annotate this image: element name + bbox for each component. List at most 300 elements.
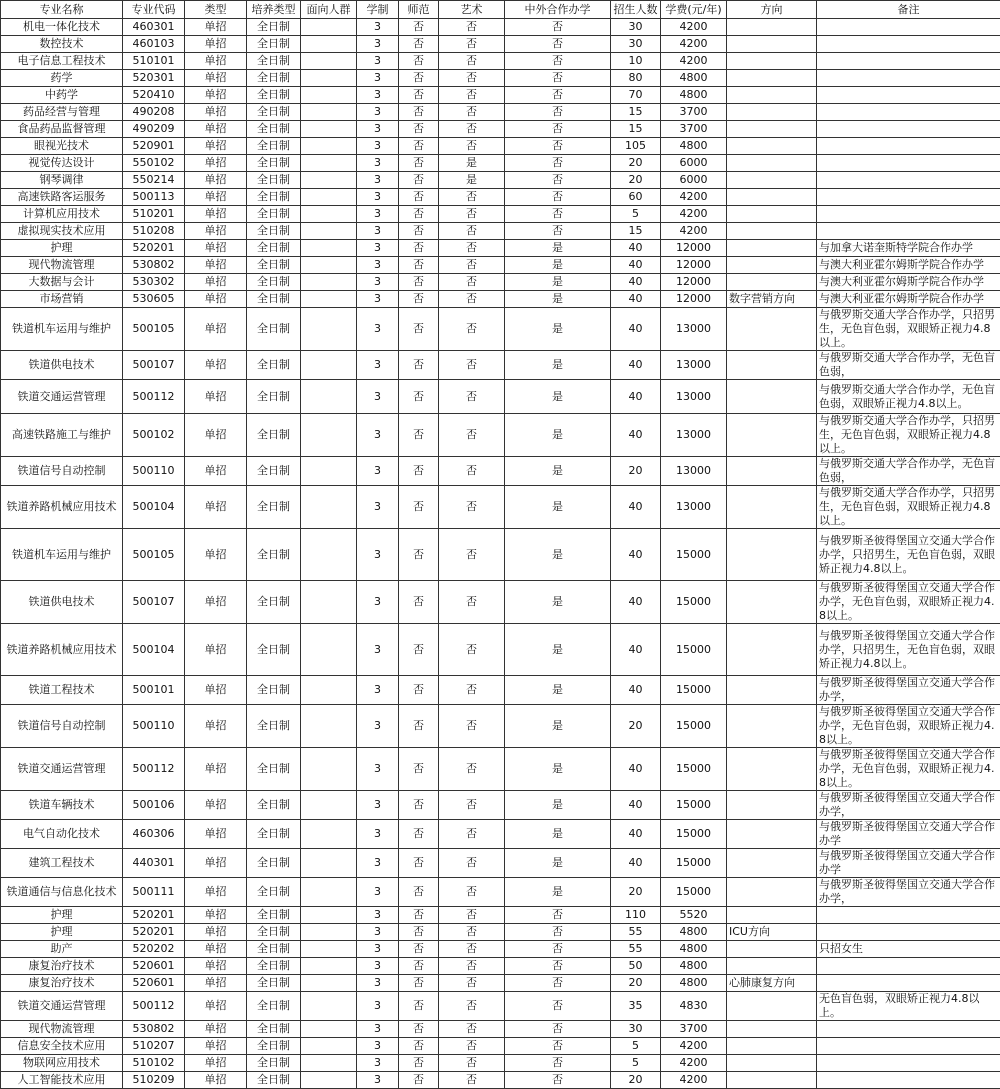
cell-group bbox=[301, 958, 357, 975]
cell-code: 520201 bbox=[123, 924, 185, 941]
cell-art: 否 bbox=[439, 705, 505, 748]
cell-train: 全日制 bbox=[247, 291, 301, 308]
cell-normal: 否 bbox=[399, 958, 439, 975]
cell-group bbox=[301, 19, 357, 36]
cell-remark bbox=[817, 958, 1000, 975]
cell-years: 3 bbox=[357, 676, 399, 705]
cell-type: 单招 bbox=[185, 1055, 247, 1072]
cell-count: 40 bbox=[611, 486, 661, 529]
table-row bbox=[1, 380, 1000, 414]
cell-remark: 与澳大利亚霍尔姆斯学院合作办学 bbox=[817, 274, 1000, 291]
cell-art: 否 bbox=[439, 820, 505, 849]
cell-art: 否 bbox=[439, 36, 505, 53]
cell-years: 3 bbox=[357, 941, 399, 958]
cell-code: 500105 bbox=[123, 308, 185, 351]
cell-type: 单招 bbox=[185, 138, 247, 155]
table-row bbox=[1, 414, 1000, 457]
cell-type: 单招 bbox=[185, 907, 247, 924]
cell-name: 铁道通信与信息化技术 bbox=[1, 878, 123, 907]
cell-train: 全日制 bbox=[247, 308, 301, 351]
cell-group bbox=[301, 457, 357, 486]
cell-normal: 否 bbox=[399, 791, 439, 820]
cell-train: 全日制 bbox=[247, 223, 301, 240]
cell-years: 3 bbox=[357, 274, 399, 291]
cell-coop: 是 bbox=[505, 240, 611, 257]
cell-name: 铁道养路机械应用技术 bbox=[1, 624, 123, 676]
cell-train: 全日制 bbox=[247, 676, 301, 705]
cell-type: 单招 bbox=[185, 19, 247, 36]
cell-years: 3 bbox=[357, 206, 399, 223]
cell-count: 20 bbox=[611, 878, 661, 907]
cell-fee: 4200 bbox=[661, 53, 727, 70]
header-art: 艺术 bbox=[439, 1, 505, 19]
cell-name: 铁道信号自动控制 bbox=[1, 457, 123, 486]
cell-type: 单招 bbox=[185, 941, 247, 958]
cell-years: 3 bbox=[357, 351, 399, 380]
cell-art: 否 bbox=[439, 240, 505, 257]
cell-normal: 否 bbox=[399, 849, 439, 878]
cell-train: 全日制 bbox=[247, 1021, 301, 1038]
cell-normal: 否 bbox=[399, 380, 439, 414]
cell-name: 视觉传达设计 bbox=[1, 155, 123, 172]
cell-normal: 否 bbox=[399, 457, 439, 486]
cell-fee: 4800 bbox=[661, 958, 727, 975]
cell-code: 500105 bbox=[123, 529, 185, 581]
cell-code: 520601 bbox=[123, 958, 185, 975]
cell-coop: 是 bbox=[505, 291, 611, 308]
cell-code: 500104 bbox=[123, 624, 185, 676]
cell-code: 460306 bbox=[123, 820, 185, 849]
cell-count: 20 bbox=[611, 155, 661, 172]
cell-group bbox=[301, 705, 357, 748]
cell-coop: 否 bbox=[505, 975, 611, 992]
cell-train: 全日制 bbox=[247, 958, 301, 975]
cell-coop: 否 bbox=[505, 206, 611, 223]
cell-art: 否 bbox=[439, 308, 505, 351]
cell-years: 3 bbox=[357, 457, 399, 486]
cell-fee: 15000 bbox=[661, 624, 727, 676]
cell-direction bbox=[727, 676, 817, 705]
cell-fee: 4800 bbox=[661, 941, 727, 958]
cell-name: 护理 bbox=[1, 907, 123, 924]
cell-art: 否 bbox=[439, 1055, 505, 1072]
cell-code: 520901 bbox=[123, 138, 185, 155]
cell-art: 否 bbox=[439, 529, 505, 581]
cell-years: 3 bbox=[357, 380, 399, 414]
cell-coop: 否 bbox=[505, 941, 611, 958]
cell-art: 否 bbox=[439, 291, 505, 308]
header-count: 招生人数 bbox=[611, 1, 661, 19]
cell-count: 5 bbox=[611, 206, 661, 223]
table-row bbox=[1, 155, 1000, 172]
cell-normal: 否 bbox=[399, 274, 439, 291]
table-row bbox=[1, 70, 1000, 87]
cell-years: 3 bbox=[357, 907, 399, 924]
cell-fee: 4200 bbox=[661, 1038, 727, 1055]
cell-direction bbox=[727, 878, 817, 907]
cell-group bbox=[301, 104, 357, 121]
cell-code: 530302 bbox=[123, 274, 185, 291]
cell-art: 否 bbox=[439, 104, 505, 121]
cell-name: 铁道交通运营管理 bbox=[1, 748, 123, 791]
cell-group bbox=[301, 975, 357, 992]
cell-years: 3 bbox=[357, 486, 399, 529]
cell-group bbox=[301, 907, 357, 924]
cell-group bbox=[301, 1021, 357, 1038]
cell-years: 3 bbox=[357, 155, 399, 172]
cell-name: 电气自动化技术 bbox=[1, 820, 123, 849]
cell-years: 3 bbox=[357, 992, 399, 1021]
cell-years: 3 bbox=[357, 291, 399, 308]
cell-normal: 否 bbox=[399, 878, 439, 907]
cell-name: 数控技术 bbox=[1, 36, 123, 53]
cell-count: 20 bbox=[611, 1072, 661, 1089]
cell-type: 单招 bbox=[185, 924, 247, 941]
cell-coop: 否 bbox=[505, 36, 611, 53]
cell-count: 40 bbox=[611, 676, 661, 705]
cell-name: 钢琴调律 bbox=[1, 172, 123, 189]
cell-count: 15 bbox=[611, 223, 661, 240]
cell-type: 单招 bbox=[185, 529, 247, 581]
cell-remark bbox=[817, 223, 1000, 240]
cell-name: 铁道车辆技术 bbox=[1, 791, 123, 820]
cell-group bbox=[301, 138, 357, 155]
cell-count: 40 bbox=[611, 308, 661, 351]
cell-group bbox=[301, 414, 357, 457]
header-coop: 中外合作办学 bbox=[505, 1, 611, 19]
cell-fee: 13000 bbox=[661, 414, 727, 457]
cell-normal: 否 bbox=[399, 70, 439, 87]
cell-remark: 与俄罗斯圣彼得堡国立交通大学合作办学，无色盲色弱，双眼矫正视力4.8以上。 bbox=[817, 705, 1000, 748]
cell-train: 全日制 bbox=[247, 941, 301, 958]
cell-direction bbox=[727, 486, 817, 529]
cell-train: 全日制 bbox=[247, 87, 301, 104]
cell-direction bbox=[727, 70, 817, 87]
cell-coop: 否 bbox=[505, 189, 611, 206]
cell-art: 否 bbox=[439, 138, 505, 155]
cell-remark bbox=[817, 70, 1000, 87]
cell-name: 铁道工程技术 bbox=[1, 676, 123, 705]
cell-type: 单招 bbox=[185, 36, 247, 53]
cell-years: 3 bbox=[357, 223, 399, 240]
cell-train: 全日制 bbox=[247, 274, 301, 291]
cell-train: 全日制 bbox=[247, 820, 301, 849]
cell-group bbox=[301, 53, 357, 70]
cell-years: 3 bbox=[357, 70, 399, 87]
cell-years: 3 bbox=[357, 36, 399, 53]
cell-count: 15 bbox=[611, 104, 661, 121]
table-row bbox=[1, 529, 1000, 581]
cell-normal: 否 bbox=[399, 529, 439, 581]
cell-years: 3 bbox=[357, 975, 399, 992]
cell-direction bbox=[727, 941, 817, 958]
cell-type: 单招 bbox=[185, 992, 247, 1021]
cell-normal: 否 bbox=[399, 1021, 439, 1038]
cell-train: 全日制 bbox=[247, 1055, 301, 1072]
cell-normal: 否 bbox=[399, 907, 439, 924]
cell-years: 3 bbox=[357, 581, 399, 624]
table-row bbox=[1, 104, 1000, 121]
cell-name: 铁道交通运营管理 bbox=[1, 380, 123, 414]
cell-code: 500101 bbox=[123, 676, 185, 705]
cell-art: 否 bbox=[439, 878, 505, 907]
cell-normal: 否 bbox=[399, 172, 439, 189]
cell-name: 计算机应用技术 bbox=[1, 206, 123, 223]
cell-code: 500107 bbox=[123, 581, 185, 624]
cell-train: 全日制 bbox=[247, 975, 301, 992]
cell-group bbox=[301, 992, 357, 1021]
cell-type: 单招 bbox=[185, 748, 247, 791]
cell-years: 3 bbox=[357, 1072, 399, 1089]
table-row bbox=[1, 223, 1000, 240]
cell-name: 铁道供电技术 bbox=[1, 581, 123, 624]
table-row bbox=[1, 486, 1000, 529]
cell-years: 3 bbox=[357, 1055, 399, 1072]
cell-direction bbox=[727, 240, 817, 257]
table-row bbox=[1, 581, 1000, 624]
cell-group bbox=[301, 70, 357, 87]
header-name: 专业名称 bbox=[1, 1, 123, 19]
table-row bbox=[1, 257, 1000, 274]
cell-remark: 与俄罗斯圣彼得堡国立交通大学合作办学 bbox=[817, 820, 1000, 849]
cell-coop: 否 bbox=[505, 53, 611, 70]
cell-normal: 否 bbox=[399, 189, 439, 206]
cell-art: 是 bbox=[439, 172, 505, 189]
cell-direction bbox=[727, 189, 817, 206]
cell-fee: 3700 bbox=[661, 121, 727, 138]
cell-fee: 4800 bbox=[661, 924, 727, 941]
cell-fee: 4800 bbox=[661, 87, 727, 104]
cell-name: 高速铁路施工与维护 bbox=[1, 414, 123, 457]
cell-group bbox=[301, 748, 357, 791]
cell-normal: 否 bbox=[399, 1055, 439, 1072]
cell-count: 15 bbox=[611, 121, 661, 138]
cell-group bbox=[301, 274, 357, 291]
cell-direction bbox=[727, 172, 817, 189]
cell-fee: 6000 bbox=[661, 172, 727, 189]
table-row bbox=[1, 958, 1000, 975]
cell-fee: 12000 bbox=[661, 291, 727, 308]
cell-train: 全日制 bbox=[247, 257, 301, 274]
cell-remark: 与加拿大诺奎斯特学院合作办学 bbox=[817, 240, 1000, 257]
cell-code: 500110 bbox=[123, 457, 185, 486]
cell-type: 单招 bbox=[185, 878, 247, 907]
cell-code: 510207 bbox=[123, 1038, 185, 1055]
cell-count: 40 bbox=[611, 529, 661, 581]
cell-train: 全日制 bbox=[247, 155, 301, 172]
cell-fee: 4800 bbox=[661, 70, 727, 87]
table-row bbox=[1, 1055, 1000, 1072]
cell-art: 否 bbox=[439, 53, 505, 70]
cell-fee: 4800 bbox=[661, 138, 727, 155]
cell-name: 药学 bbox=[1, 70, 123, 87]
cell-remark: 与俄罗斯交通大学合作办学，无色盲色弱， bbox=[817, 351, 1000, 380]
cell-coop: 是 bbox=[505, 878, 611, 907]
cell-fee: 4200 bbox=[661, 206, 727, 223]
cell-years: 3 bbox=[357, 121, 399, 138]
table-row bbox=[1, 53, 1000, 70]
cell-name: 信息安全技术应用 bbox=[1, 1038, 123, 1055]
cell-years: 3 bbox=[357, 1021, 399, 1038]
cell-art: 否 bbox=[439, 748, 505, 791]
cell-coop: 否 bbox=[505, 907, 611, 924]
cell-normal: 否 bbox=[399, 351, 439, 380]
cell-remark: 与俄罗斯圣彼得堡国立交通大学合作办学，无色盲色弱，双眼矫正视力4.8以上。 bbox=[817, 748, 1000, 791]
cell-train: 全日制 bbox=[247, 907, 301, 924]
cell-years: 3 bbox=[357, 958, 399, 975]
cell-remark: 与俄罗斯交通大学合作办学，无色盲色弱， bbox=[817, 457, 1000, 486]
table-row bbox=[1, 676, 1000, 705]
cell-years: 3 bbox=[357, 308, 399, 351]
cell-direction bbox=[727, 87, 817, 104]
cell-coop: 是 bbox=[505, 529, 611, 581]
cell-group bbox=[301, 121, 357, 138]
cell-train: 全日制 bbox=[247, 791, 301, 820]
cell-art: 否 bbox=[439, 223, 505, 240]
cell-train: 全日制 bbox=[247, 849, 301, 878]
cell-type: 单招 bbox=[185, 1038, 247, 1055]
cell-fee: 12000 bbox=[661, 240, 727, 257]
cell-normal: 否 bbox=[399, 36, 439, 53]
table-row bbox=[1, 172, 1000, 189]
cell-normal: 否 bbox=[399, 414, 439, 457]
cell-years: 3 bbox=[357, 705, 399, 748]
cell-coop: 否 bbox=[505, 138, 611, 155]
cell-direction bbox=[727, 223, 817, 240]
cell-train: 全日制 bbox=[247, 529, 301, 581]
cell-normal: 否 bbox=[399, 121, 439, 138]
cell-fee: 15000 bbox=[661, 820, 727, 849]
cell-type: 单招 bbox=[185, 240, 247, 257]
cell-type: 单招 bbox=[185, 53, 247, 70]
cell-years: 3 bbox=[357, 189, 399, 206]
cell-code: 460103 bbox=[123, 36, 185, 53]
cell-group bbox=[301, 36, 357, 53]
cell-count: 105 bbox=[611, 138, 661, 155]
cell-group bbox=[301, 206, 357, 223]
table-row bbox=[1, 907, 1000, 924]
table-row bbox=[1, 138, 1000, 155]
cell-group bbox=[301, 380, 357, 414]
cell-normal: 否 bbox=[399, 941, 439, 958]
cell-direction bbox=[727, 1038, 817, 1055]
cell-normal: 否 bbox=[399, 924, 439, 941]
cell-art: 否 bbox=[439, 206, 505, 223]
cell-code: 490209 bbox=[123, 121, 185, 138]
cell-code: 500112 bbox=[123, 748, 185, 791]
header-type: 类型 bbox=[185, 1, 247, 19]
cell-group bbox=[301, 529, 357, 581]
cell-coop: 是 bbox=[505, 791, 611, 820]
cell-code: 500110 bbox=[123, 705, 185, 748]
cell-count: 40 bbox=[611, 240, 661, 257]
cell-name: 铁道交通运营管理 bbox=[1, 992, 123, 1021]
cell-fee: 12000 bbox=[661, 257, 727, 274]
cell-normal: 否 bbox=[399, 705, 439, 748]
table-row bbox=[1, 791, 1000, 820]
header-row bbox=[1, 1, 1000, 19]
cell-count: 55 bbox=[611, 924, 661, 941]
cell-count: 20 bbox=[611, 457, 661, 486]
cell-code: 500111 bbox=[123, 878, 185, 907]
cell-type: 单招 bbox=[185, 581, 247, 624]
cell-count: 35 bbox=[611, 992, 661, 1021]
cell-count: 30 bbox=[611, 1021, 661, 1038]
cell-train: 全日制 bbox=[247, 878, 301, 907]
header-direction: 方向 bbox=[727, 1, 817, 19]
cell-type: 单招 bbox=[185, 189, 247, 206]
cell-type: 单招 bbox=[185, 457, 247, 486]
cell-group bbox=[301, 624, 357, 676]
cell-direction bbox=[727, 380, 817, 414]
cell-group bbox=[301, 351, 357, 380]
cell-normal: 否 bbox=[399, 486, 439, 529]
cell-type: 单招 bbox=[185, 849, 247, 878]
cell-fee: 12000 bbox=[661, 274, 727, 291]
table-row bbox=[1, 992, 1000, 1021]
cell-art: 否 bbox=[439, 581, 505, 624]
cell-remark bbox=[817, 1038, 1000, 1055]
cell-type: 单招 bbox=[185, 820, 247, 849]
table-row bbox=[1, 748, 1000, 791]
cell-fee: 4200 bbox=[661, 223, 727, 240]
cell-count: 110 bbox=[611, 907, 661, 924]
cell-coop: 是 bbox=[505, 351, 611, 380]
cell-years: 3 bbox=[357, 87, 399, 104]
cell-fee: 5520 bbox=[661, 907, 727, 924]
cell-remark: 无色盲色弱，双眼矫正视力4.8以上。 bbox=[817, 992, 1000, 1021]
cell-group bbox=[301, 257, 357, 274]
cell-group bbox=[301, 924, 357, 941]
cell-name: 铁道供电技术 bbox=[1, 351, 123, 380]
cell-direction bbox=[727, 1021, 817, 1038]
cell-count: 40 bbox=[611, 414, 661, 457]
cell-count: 50 bbox=[611, 958, 661, 975]
cell-group bbox=[301, 240, 357, 257]
table-row bbox=[1, 1021, 1000, 1038]
cell-remark bbox=[817, 1072, 1000, 1089]
cell-coop: 否 bbox=[505, 1055, 611, 1072]
cell-coop: 否 bbox=[505, 958, 611, 975]
cell-coop: 是 bbox=[505, 705, 611, 748]
cell-train: 全日制 bbox=[247, 1038, 301, 1055]
cell-name: 人工智能技术应用 bbox=[1, 1072, 123, 1089]
cell-fee: 15000 bbox=[661, 705, 727, 748]
cell-art: 否 bbox=[439, 1021, 505, 1038]
cell-remark bbox=[817, 155, 1000, 172]
cell-type: 单招 bbox=[185, 70, 247, 87]
table-row bbox=[1, 351, 1000, 380]
cell-coop: 是 bbox=[505, 308, 611, 351]
cell-art: 否 bbox=[439, 791, 505, 820]
table-body bbox=[1, 19, 1000, 1089]
cell-group bbox=[301, 172, 357, 189]
cell-remark: 与俄罗斯圣彼得堡国立交通大学合作办学，只招男生，无色盲色弱，双眼矫正视力4.8以上。 bbox=[817, 529, 1000, 581]
cell-direction bbox=[727, 1055, 817, 1072]
cell-direction: 心肺康复方向 bbox=[727, 975, 817, 992]
cell-direction bbox=[727, 53, 817, 70]
cell-count: 40 bbox=[611, 351, 661, 380]
cell-code: 550102 bbox=[123, 155, 185, 172]
cell-fee: 4200 bbox=[661, 1072, 727, 1089]
cell-art: 否 bbox=[439, 941, 505, 958]
cell-years: 3 bbox=[357, 172, 399, 189]
cell-years: 3 bbox=[357, 1038, 399, 1055]
cell-type: 单招 bbox=[185, 414, 247, 457]
cell-code: 510208 bbox=[123, 223, 185, 240]
cell-direction bbox=[727, 907, 817, 924]
cell-remark: 与俄罗斯交通大学合作办学，无色盲色弱，双眼矫正视力4.8以上。 bbox=[817, 380, 1000, 414]
